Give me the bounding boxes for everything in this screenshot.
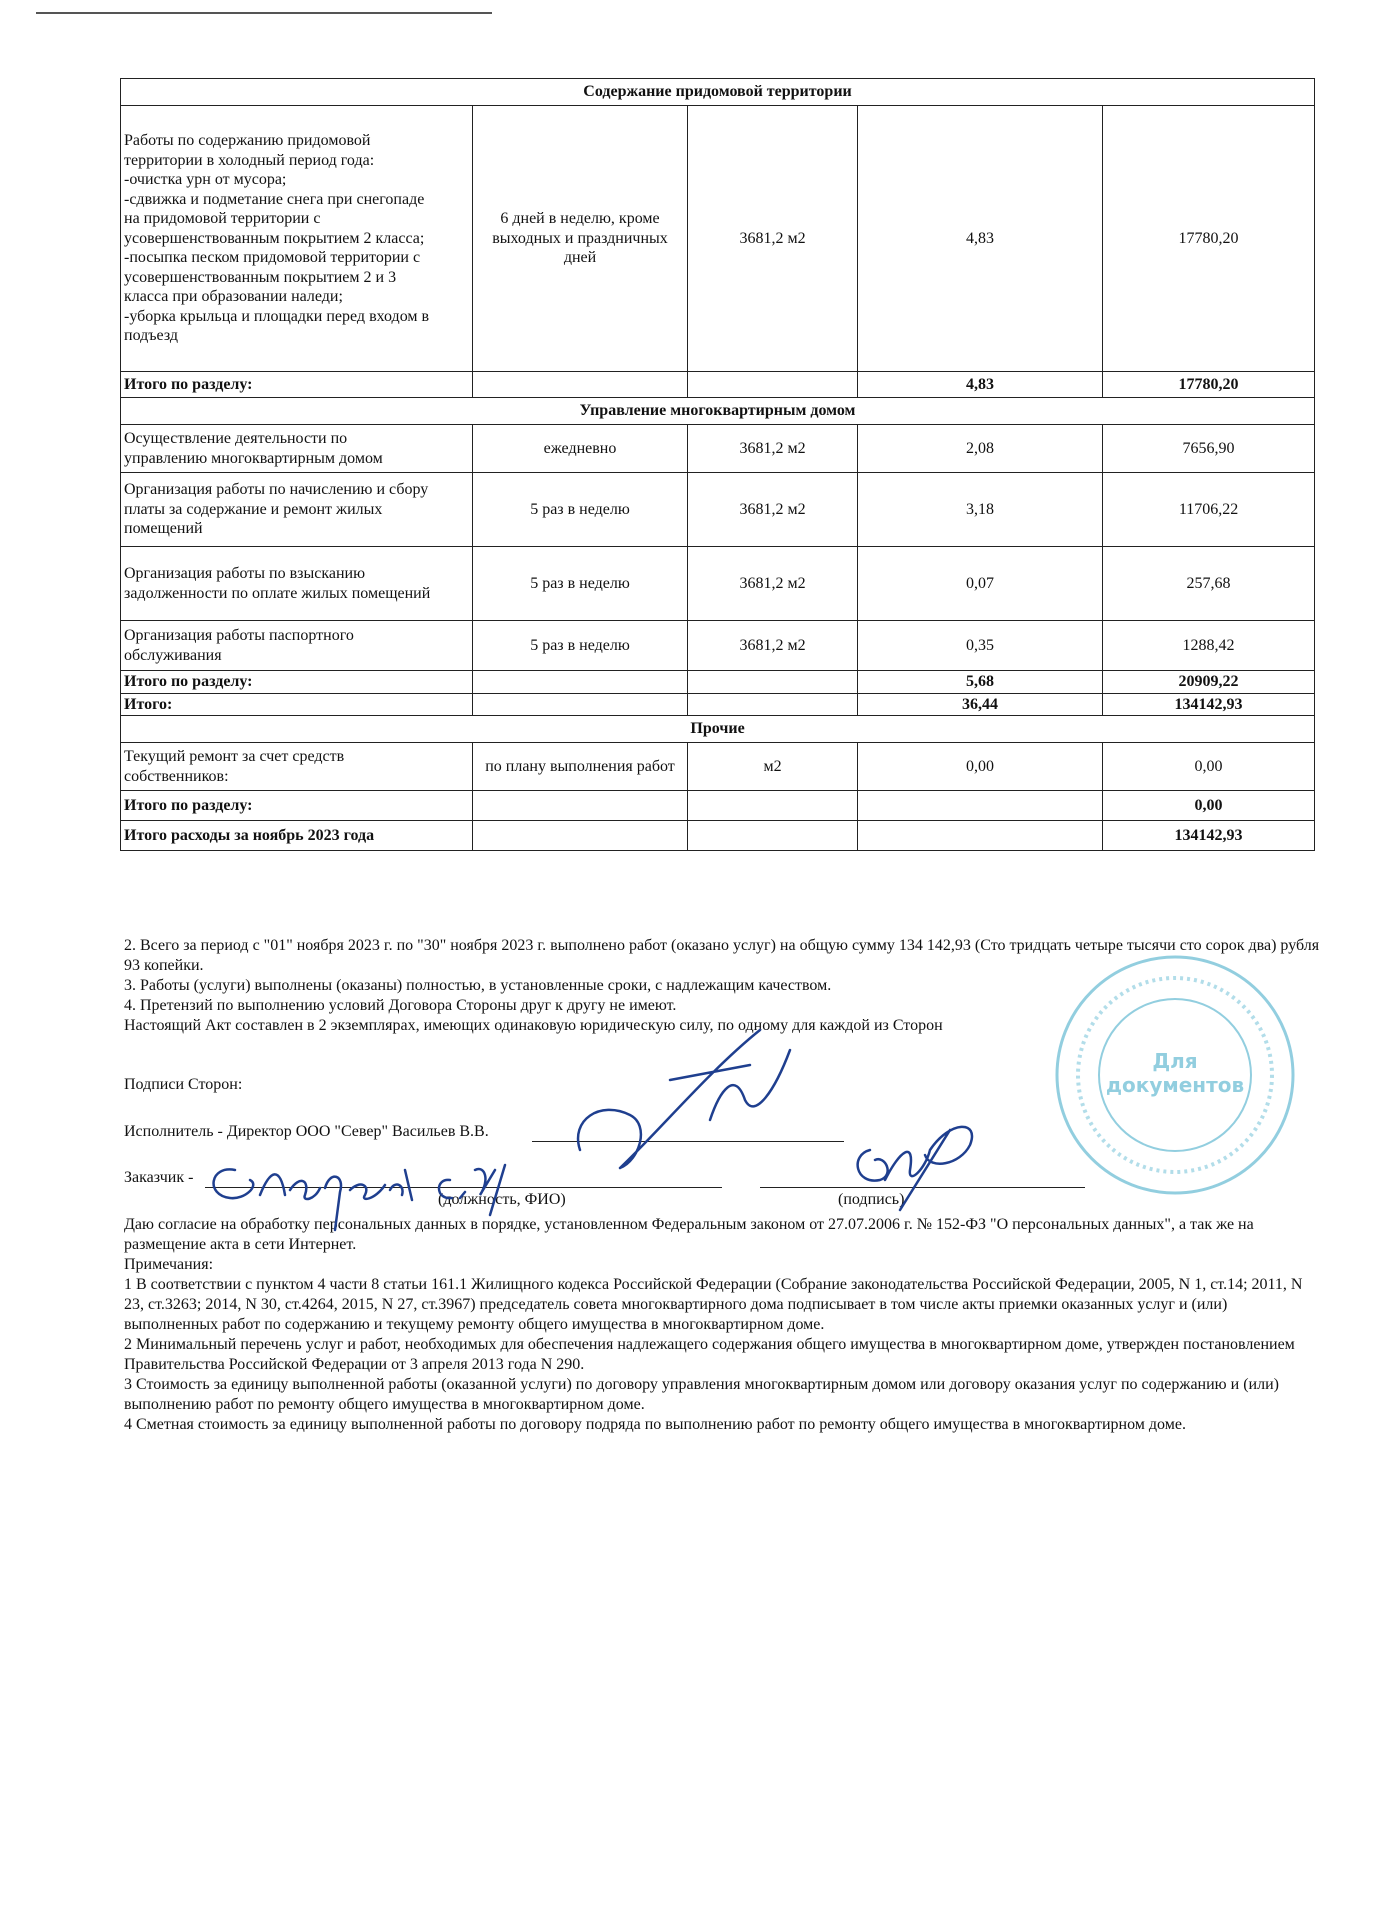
row-area: 3681,2 м2 [688,425,858,473]
section-header [121,79,1315,106]
row-area: 3681,2 м2 [688,106,858,372]
section-total-row [121,671,1315,694]
row-sum: 7656,90 [1103,425,1315,473]
customer-signature [830,1110,1010,1220]
note-1: 1 В соответствии с пунктом 4 части 8 статьи 161.1 Жилищного кодекса Российской Федерации (Собрание законодательства Российской Федерации, 2005, N 1, ст.14; 2011, N 23, ст.3263; 2014, N 30, ст.4264, 2015, N 27, ст.3967) председатель совета многоквартирного дома подписывает в том числе акты приемки оказанных услуг и (или) выполненных работ по содержанию и текущему ремонту общего имущества в многоквартирном доме. [124,1276,1303,1333]
notes-title: Примечания: [124,1256,214,1273]
section-title: Прочие [121,716,1315,743]
table-row [121,473,1315,547]
total-sum: 0,00 [1103,791,1315,821]
paragraph-total-amount: 2. Всего за период с "01" ноября 2023 г. по "30" ноября 2023 г. выполнено работ (оказано услуг) на общую сумму 134 142,93 (Сто тридцать четыре тысячи сто сорок два) рубля 93 копейки. [124,937,1320,974]
row-area: 3681,2 м2 [688,621,858,671]
services-table [120,78,1315,851]
grand-total-label: Итого: [121,693,473,716]
stamp-text-line1: Для [1152,1049,1198,1073]
row-description: Работы по содержанию придомовой территории в холодный период года: -очистка урн от мусора; -сдвижка и подметание снега при снегопаде на придомовой территории с усовершенствованным покрытием 2 класса; -посыпка песком придомовой территории с усовершенствованным покрытием 2 и 3 класса при образовании наледи; -уборка крыльца и площадки перед входом в подъезд [121,106,473,372]
paragraph-no-claims: 4. Претензий по выполнению условий Договора Стороны друг к другу не имеют. [124,997,677,1014]
total-rate: 4,83 [858,372,1103,398]
row-description: Организация работы по начислению и сбору платы за содержание и ремонт жилых помещений [121,473,473,547]
month-total-row [121,821,1315,851]
customer-handwriting [190,1140,560,1240]
total-sum: 20909,22 [1103,671,1315,694]
note-2: 2 Минимальный перечень услуг и работ, необходимых для обеспечения надлежащего содержания общего имущества в многоквартирном доме, утвержден постановлением Правительства Российской Федерации от 3 апреля 2013 года N 290. [124,1336,1295,1373]
row-rate: 3,18 [858,473,1103,547]
section-header [121,398,1315,425]
position-caption: (должность, ФИО) [438,1191,566,1208]
row-rate: 0,00 [858,743,1103,791]
total-label: Итого по разделу: [121,671,473,694]
table-row [121,106,1315,372]
grand-total-row [121,693,1315,716]
total-label: Итого по разделу: [121,372,473,398]
table-row [121,425,1315,473]
notes-block [124,1215,1320,1435]
section-total-row [121,372,1315,398]
row-sum: 0,00 [1103,743,1315,791]
row-frequency: по плану выполнения работ [473,743,688,791]
stamp-text-line2: документов [1105,1073,1245,1097]
customer-label: Заказчик - [124,1169,194,1186]
signatures-title: Подписи Сторон: [124,1076,243,1093]
note-3: 3 Стоимость за единицу выполненной работы (оказанной услуги) по договору управления многоквартирным домом или договору оказания услуг по содержанию и (или) выполнению работ по ремонту общего имущества в многоквартирном доме. [124,1376,1279,1413]
consent-paragraph: Даю согласие на обработку персональных данных в порядке, установленном Федеральным законом от 27.07.2006 г. № 152-ФЗ "О персональных данных", а так же на размещение акта в сети Интернет. [124,1216,1254,1253]
row-area: м2 [688,743,858,791]
row-sum: 17780,20 [1103,106,1315,372]
row-frequency: 5 раз в неделю [473,473,688,547]
note-4: 4 Сметная стоимость за единицу выполненной работы по договору подряда по выполнению работ по ремонту общего имущества в многоквартирном доме. [124,1416,1186,1433]
row-frequency: 6 дней в неделю, кроме выходных и праздничных дней [473,106,688,372]
row-area: 3681,2 м2 [688,547,858,621]
table-row [121,547,1315,621]
top-rule [36,12,492,14]
month-total-label: Итого расходы за ноябрь 2023 года [121,821,473,851]
row-sum: 11706,22 [1103,473,1315,547]
section-title: Управление многоквартирным домом [121,398,1315,425]
table-row [121,621,1315,671]
row-sum: 1288,42 [1103,621,1315,671]
row-description: Организация работы паспортного обслуживания [121,621,473,671]
row-description: Текущий ремонт за счет средств собственников: [121,743,473,791]
grand-total-sum: 134142,93 [1103,693,1315,716]
executor-line: Исполнитель - Директор ООО "Север" Васильев В.В. [124,1123,489,1140]
month-total-sum: 134142,93 [1103,821,1315,851]
company-stamp [1010,950,1320,1200]
table-row [121,743,1315,791]
total-label: Итого по разделу: [121,791,473,821]
executor-signature [560,1010,820,1180]
paragraph-quality: 3. Работы (услуги) выполнены (оказаны) полностью, в установленные сроки, с надлежащим качеством. [124,977,832,994]
paragraph-copies: Настоящий Акт составлен в 2 экземплярах, имеющих одинаковую юридическую силу, по одному для каждой из Сторон [124,1017,943,1034]
total-sum: 17780,20 [1103,372,1315,398]
section-total-row [121,791,1315,821]
row-description: Организация работы по взысканию задолженности по оплате жилых помещений [121,547,473,621]
row-rate: 0,35 [858,621,1103,671]
grand-total-rate: 36,44 [858,693,1103,716]
row-rate: 0,07 [858,547,1103,621]
total-rate: 5,68 [858,671,1103,694]
row-description: Осуществление деятельности по управлению многоквартирным домом [121,425,473,473]
row-frequency: 5 раз в неделю [473,621,688,671]
section-title: Содержание придомовой территории [121,79,1315,106]
row-frequency: ежедневно [473,425,688,473]
row-area: 3681,2 м2 [688,473,858,547]
row-sum: 257,68 [1103,547,1315,621]
row-rate: 4,83 [858,106,1103,372]
section-header [121,716,1315,743]
row-rate: 2,08 [858,425,1103,473]
row-frequency: 5 раз в неделю [473,547,688,621]
signature-caption: (подпись) [838,1191,905,1208]
